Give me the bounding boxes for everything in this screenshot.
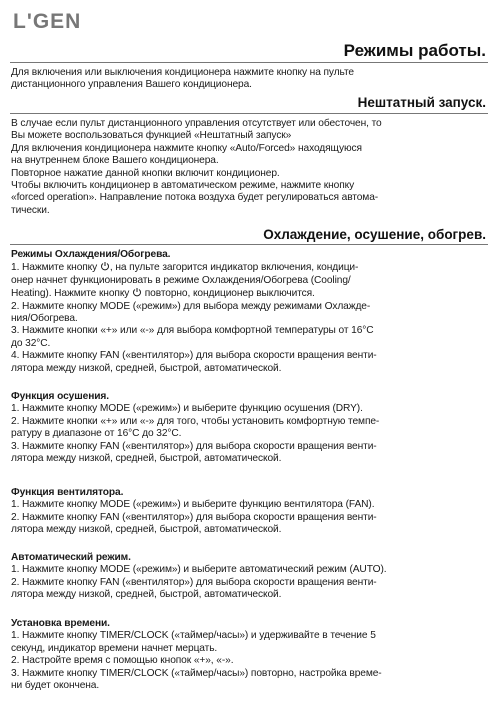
forced-line: «forced operation». Направление потока воздуха будет регулироваться автома- xyxy=(11,192,379,204)
cool-heat-text: 1. Нажмите кнопку xyxy=(11,262,98,274)
timer-line: секунд, индикатор времени начнет мерцать. xyxy=(11,642,218,654)
dry-line: 1. Нажмите кнопку MODE («режим») и выберите функцию осушения (DRY). xyxy=(11,403,363,415)
forced-line: Вы можете воспользоваться функцией «Нештатный запуск» xyxy=(11,130,292,142)
timer-line: ни будет окончена. xyxy=(11,680,100,692)
forced-line: на внутреннем блоке Вашего кондиционера. xyxy=(11,155,219,167)
cool-heat-line: лятора между низкой, средней, быстрой, автоматической. xyxy=(11,362,282,374)
heading-rule xyxy=(10,244,488,245)
power-icon xyxy=(100,261,110,271)
heading-rule xyxy=(10,62,488,63)
cool-heat-line: 3. Нажмите кнопки «+» или «-» для выбора комфортной температуры от 16°C xyxy=(11,325,374,337)
fan-line: 1. Нажмите кнопку MODE («режим») и выберите функцию вентилятора (FAN). xyxy=(11,499,375,511)
timer-section xyxy=(11,618,489,692)
forced-line: тически. xyxy=(11,204,50,216)
auto-line: лятора между низкой, средней, быстрой, автоматической. xyxy=(11,589,282,601)
cool-heat-line: 2. Нажмите кнопку MODE («режим») для выбора между режимами Охлажде- xyxy=(11,300,371,312)
brand-logo: L'GEN xyxy=(13,10,82,33)
section-title-timer: Установка времени. xyxy=(11,618,110,629)
timer-line: 3. Нажмите кнопку TIMER/CLOCK («таймер/часы») повторно, настройка време- xyxy=(11,667,382,679)
fan-section xyxy=(11,487,489,537)
cool-heat-line: онер начнет функционировать в режиме Охлаждения/Обогрева (Cooling/ xyxy=(11,274,351,286)
cool-heat-line xyxy=(11,261,489,274)
cool-heat-line xyxy=(11,287,489,300)
heading-rule xyxy=(10,113,488,114)
cool-heat-text: Heating). Нажмите кнопку xyxy=(11,288,130,300)
cool-heat-line: ния/Обогрева. xyxy=(11,313,78,325)
cool-heat-section xyxy=(11,249,489,375)
heading-modes: Режимы работы. xyxy=(343,41,486,60)
cool-heat-line: 4. Нажмите кнопку FAN («вентилятор») для выбора скорости вращения венти- xyxy=(11,350,377,362)
fan-line: 2. Нажмите кнопку FAN («вентилятор») для выбора скорости вращения венти- xyxy=(11,511,377,523)
dry-line: 3. Нажмите кнопку FAN («вентилятор») для выбора скорости вращения венти- xyxy=(11,440,377,452)
forced-line: Повторное нажатие данной кнопки включит кондиционер. xyxy=(11,167,280,179)
auto-section xyxy=(11,552,489,602)
dry-section xyxy=(11,391,489,465)
cool-heat-line: до 32°C. xyxy=(11,337,51,349)
cool-heat-text: повторно, кондиционер выключится. xyxy=(144,288,315,300)
auto-line: 2. Нажмите кнопку FAN («вентилятор») для выбора скорости вращения венти- xyxy=(11,576,377,588)
forced-start-paragraph xyxy=(11,118,489,217)
power-icon xyxy=(132,287,142,297)
timer-line: 1. Нажмите кнопку TIMER/CLOCK («таймер/часы») и удерживайте в течение 5 xyxy=(11,630,376,642)
intro-line-2: дистанционного управления Вашего кондиционера. xyxy=(11,79,252,91)
auto-line: 1. Нажмите кнопку MODE («режим») и выберите автоматический режим (AUTO). xyxy=(11,564,387,576)
section-title-fan: Функция вентилятора. xyxy=(11,487,124,498)
heading-cool-dry-heat: Охлаждение, осушение, обогрев. xyxy=(263,227,486,242)
heading-forced-start: Нештатный запуск. xyxy=(357,95,486,110)
section-title-auto: Автоматический режим. xyxy=(11,552,131,563)
forced-line: В случае если пульт дистанционного управления отсутствует или обесточен, то xyxy=(11,118,382,129)
dry-line: ратуру в диапазоне от 16°C до 32°C. xyxy=(11,428,182,440)
dry-line: 2. Нажмите кнопки «+» или «-» для того, чтобы установить комфортную темпе- xyxy=(11,415,380,427)
section-title-dry: Функция осушения. xyxy=(11,391,109,402)
timer-line: 2. Настройте время с помощью кнопок «+», «-». xyxy=(11,655,234,667)
forced-line: Чтобы включить кондиционер в автоматическом режиме, нажмите кнопку xyxy=(11,180,355,192)
dry-line: лятора между низкой, средней, быстрой, автоматической. xyxy=(11,453,282,465)
intro-line-1: Для включения или выключения кондиционера нажмите кнопку на пульте xyxy=(11,67,354,78)
intro-paragraph xyxy=(11,67,489,92)
fan-line: лятора между низкой, средней, быстрой, автоматической. xyxy=(11,524,282,536)
forced-line: Для включения кондиционера нажмите кнопку «Auto/Forced» находящуюся xyxy=(11,142,362,154)
cool-heat-text: , на пульте загорится индикатор включения, кондици- xyxy=(109,262,359,274)
section-title-cool-heat: Режимы Охлаждения/Обогрева. xyxy=(11,249,171,260)
